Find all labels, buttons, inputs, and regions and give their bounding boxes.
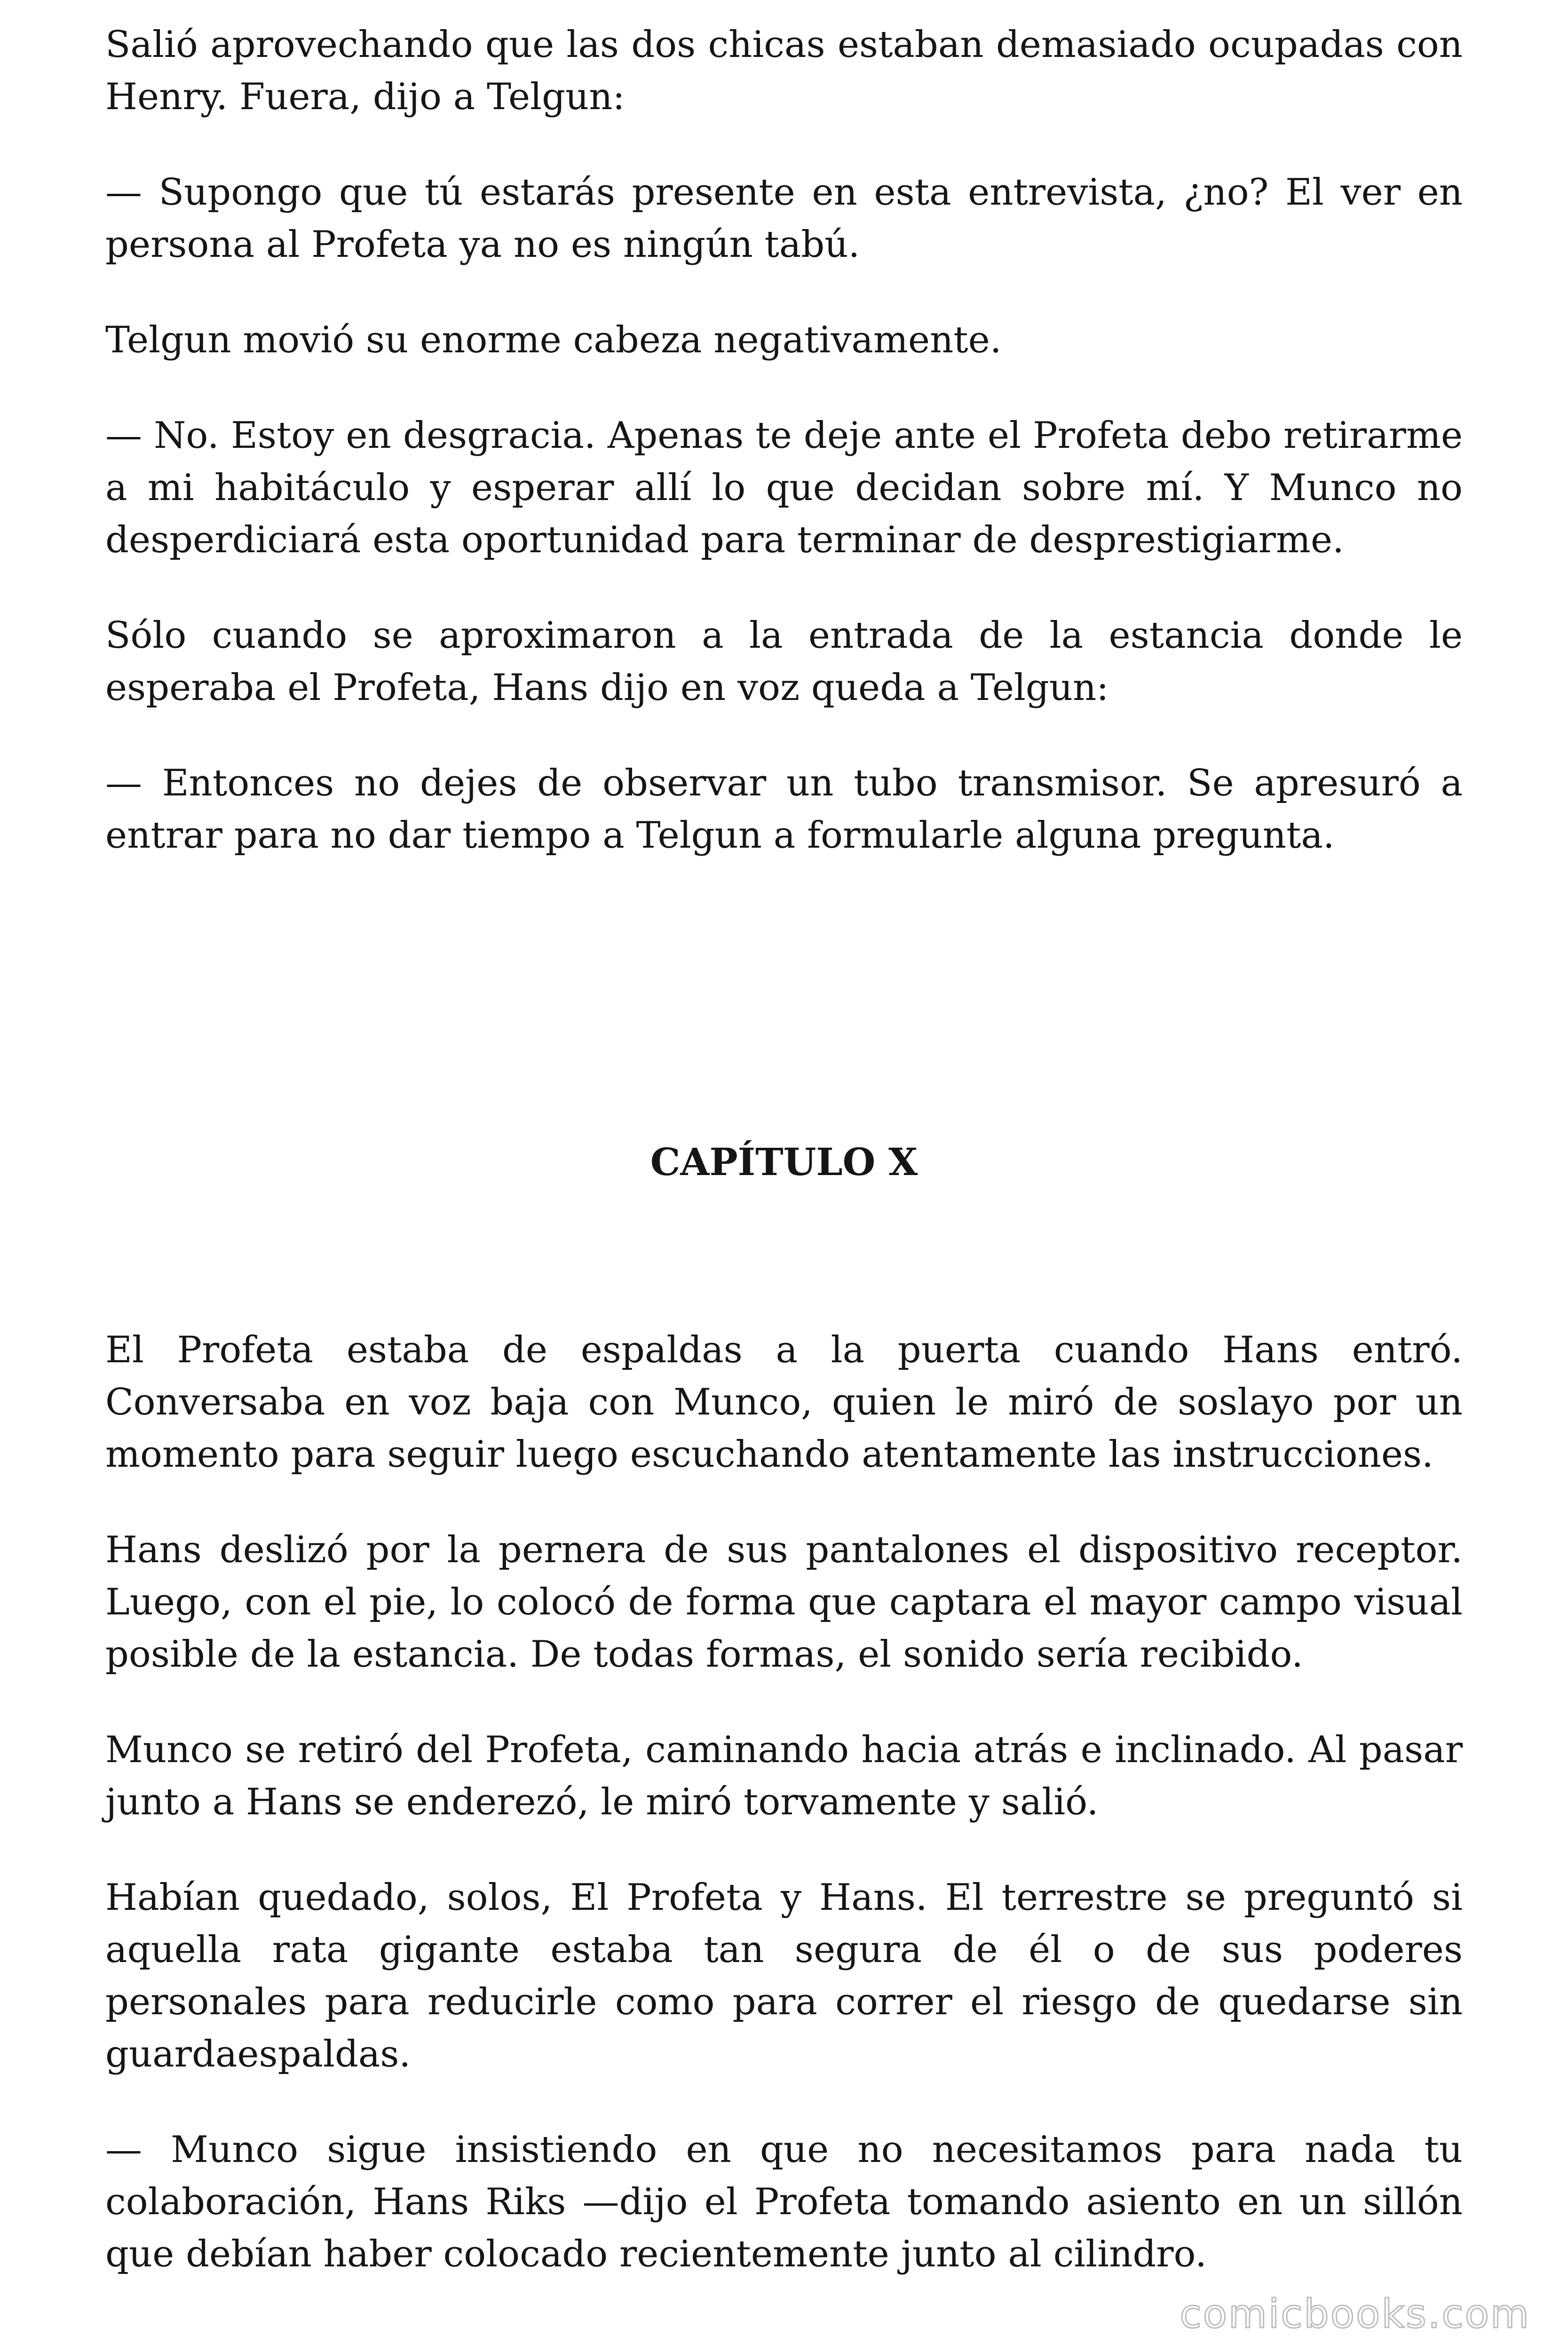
paragraph: Salió aprovechando que las dos chicas estaban demasiado ocupadas con Henry. Fuera, dijo a Telgun: [105, 24, 1463, 118]
paragraph: Telgun movió su enorme cabeza negativamente. [105, 319, 1002, 361]
paragraph: Sólo cuando se aproximaron a la entrada de la estancia donde le esperaba el Profeta, Hans dijo en voz queda a Telgun: [105, 614, 1463, 709]
paragraph: — Supongo que tú estarás presente en esta entrevista, ¿no? El ver en persona al Profeta ya no es ningún tabú. [105, 171, 1463, 266]
watermark: comicbooks.com [1180, 2291, 1530, 2337]
paragraph: Hans deslizó por la pernera de sus pantalones el dispositivo receptor. Luego, con el pie, lo colocó de forma que captara el mayor campo visual posible de la estancia. De todas formas, el sonido sería recibido. [105, 1529, 1463, 1676]
text-section-before-chapter [105, 19, 1463, 862]
chapter-title: CAPÍTULO X [650, 1140, 918, 1184]
paragraph: — Entonces no dejes de observar un tubo transmisor. Se apresuró a entrar para no dar tiempo a Telgun a formularle alguna pregunta. [105, 762, 1463, 857]
text-section-after-chapter [105, 1324, 1463, 2324]
book-page [105, 19, 1463, 2275]
paragraph: El Profeta estaba de espaldas a la puerta cuando Hans entró. Conversaba en voz baja con Munco, quien le miró de soslayo por un momento para seguir luego escuchando atentamente las instrucciones. [105, 1329, 1463, 1476]
paragraph: — No. Estoy en desgracia. Apenas te deje ante el Profeta debo retirarme a mi habitáculo y esperar allí lo que decidan sobre mí. Y Munco no desperdiciará esta oportunidad para terminar de desprestigiarme. [105, 414, 1463, 561]
paragraph: Munco se retiró del Profeta, caminando hacia atrás e inclinado. Al pasar junto a Hans se enderezó, le miró torvamente y salió. [105, 1729, 1463, 1823]
paragraph: Habían quedado, solos, El Profeta y Hans. El terrestre se preguntó si aquella rata gigante estaba tan segura de él o de sus poderes personales para reducirle como para correr el riesgo de quedarse sin guardaespaldas. [105, 1876, 1463, 2075]
paragraph: — Munco sigue insistiendo en que no necesitamos para nada tu colaboración, Hans Riks —dijo el Profeta tomando asiento en un sillón que debían haber colocado recientemente junto al cilindro. [105, 2129, 1463, 2275]
